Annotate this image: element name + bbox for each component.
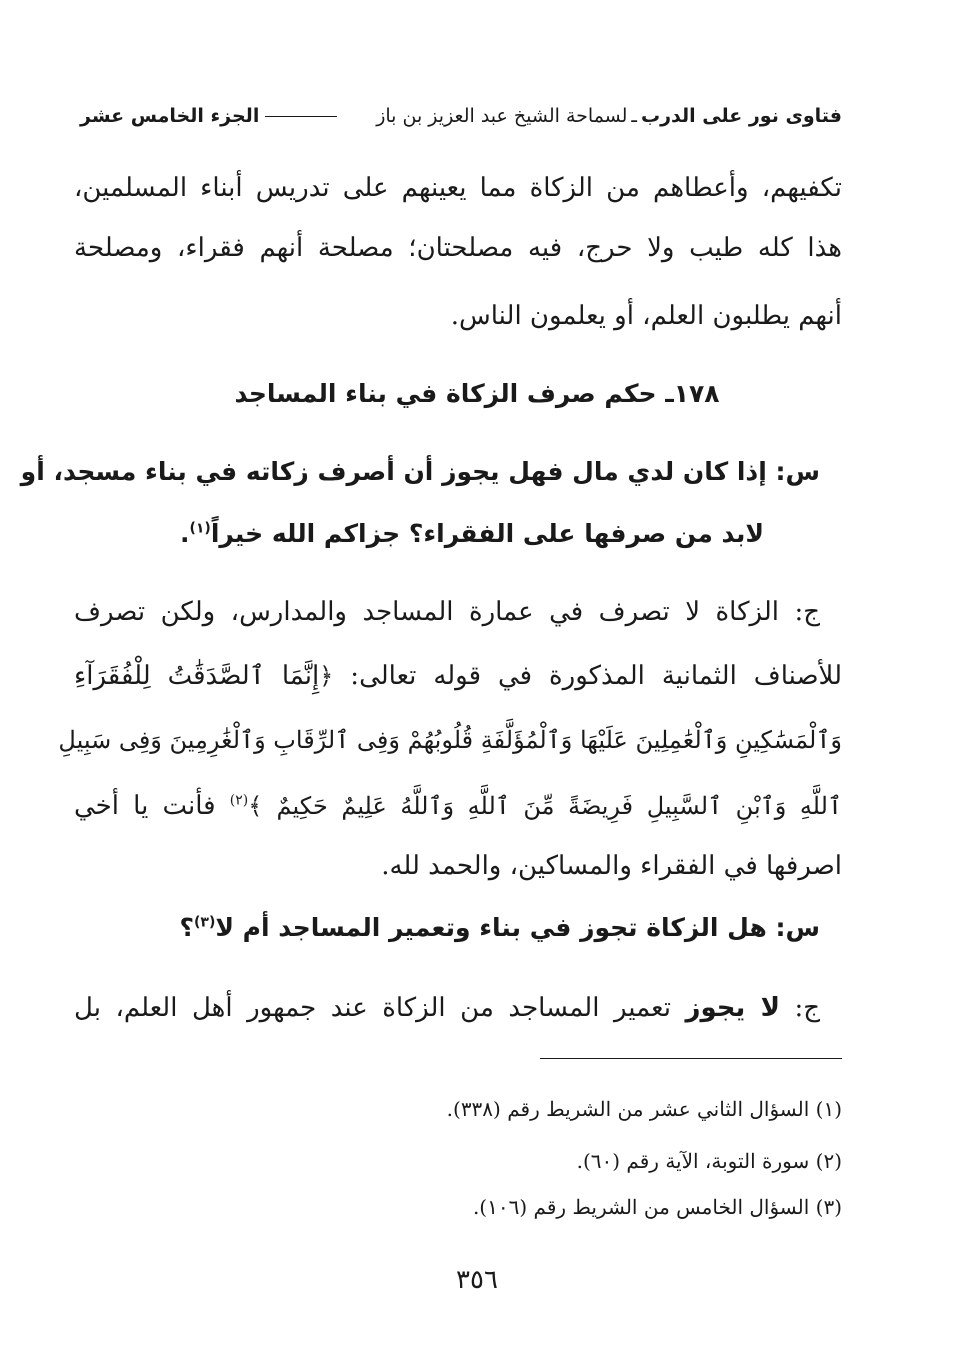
answer2-rest: تعمير المساجد من الزكاة عند جمهور أهل العلم، بل [74,993,686,1023]
answer1-line5: اصرفها في الفقراء والمساكين، والحمد لله. [381,851,842,881]
question2-text: س: هل الزكاة تجوز في بناء وتعمير المساجد أم لا [215,913,820,942]
question1-line1: س: إذا كان لدي مال فهل يجوز أن أصرف زكاته في بناء مسجد، أو [20,457,820,486]
quran-verse-part3: ٱللَّهِ وَٱبْنِ ٱلسَّبِيلِ فَرِيضَةً مِّنَ ٱللَّهِ وَٱللَّهُ عَلِيمٌ حَكِيمٌ [276,792,843,820]
book-title: فتاوى نور على الدرب [641,105,842,127]
footnote-1: (١) السؤال الثاني عشر من الشريط رقم (٣٣٨). [446,1097,842,1121]
quran-close-bracket: ﴾ [248,792,263,820]
answer2-bold: لا يجوز [685,993,780,1023]
running-header [80,96,842,136]
answer1-line1: ج: الزكاة لا تصرف في عمارة المساجد والمدارس، ولكن تصرف [74,597,820,627]
answer2-prefix: ج: [779,993,821,1023]
answer1-line4-text: فأنت يا أخي [74,791,230,821]
para1-line1: تكفيهم، وأعطاهم من الزكاة مما يعينهم على تدريس أبناء المسلمين، [74,173,842,203]
answer2-line1 [74,988,820,1028]
footnote-ref-3: (٣) [194,914,216,931]
author-name: لسماحة الشيخ عبد العزيز بن باز [376,105,628,127]
quran-verse-part1: إِنَّمَا ٱلصَّدَقَٰتُ لِلْفُقَرَآءِ [74,661,320,691]
para1-line2: هذا كله طيب ولا حرج، فيه مصلحتان؛ مصلحة أنهم فقراء، ومصلحة [74,233,842,263]
footnote-ref-2: (٢) [229,792,249,809]
quran-open-bracket: ﴿ [319,662,334,690]
question1-line2-text: لابد من صرفها على الفقراء؟ جزاكم الله خيراً [210,519,764,548]
footnote-ref-1: (١) [189,520,211,537]
question2-end: ؟ [179,913,194,942]
footnote-separator [540,1058,842,1059]
part-label: الجزء الخامس عشر [80,105,260,127]
answer1-line2-text: للأصناف الثمانية المذكورة في قوله تعالى: [333,661,842,691]
question1-end: . [179,519,190,548]
footnote-2: (٢) سورة التوبة، الآية رقم (٦٠). [576,1149,842,1173]
answer1-line4 [74,786,842,826]
para1-line3: أنهم يطلبون العلم، أو يعلمون الناس. [450,301,842,331]
quran-verse-part2: وَٱلْمَسَٰكِينِ وَٱلْعَٰمِلِينَ عَلَيْهَا وَٱلْمُؤَلَّفَةِ قُلُوبُهُمْ وَفِى ٱلرِّقَابِ وَٱلْغَٰرِمِينَ وَفِى سَبِيلِ [58,726,842,754]
answer1-line2 [74,656,842,696]
question1-line2 [74,514,764,554]
page-number: ٣٥٦ [456,1265,498,1295]
header-title-group [376,105,842,127]
footnote-3: (٣) السؤال الخامس من الشريط رقم (١٠٦). [472,1195,842,1219]
question2 [74,908,820,948]
header-rule [265,116,337,117]
section-heading: ١٧٨ـ حكم صرف الزكاة في بناء المساجد [234,379,720,408]
header-dash: ـ [631,105,637,127]
